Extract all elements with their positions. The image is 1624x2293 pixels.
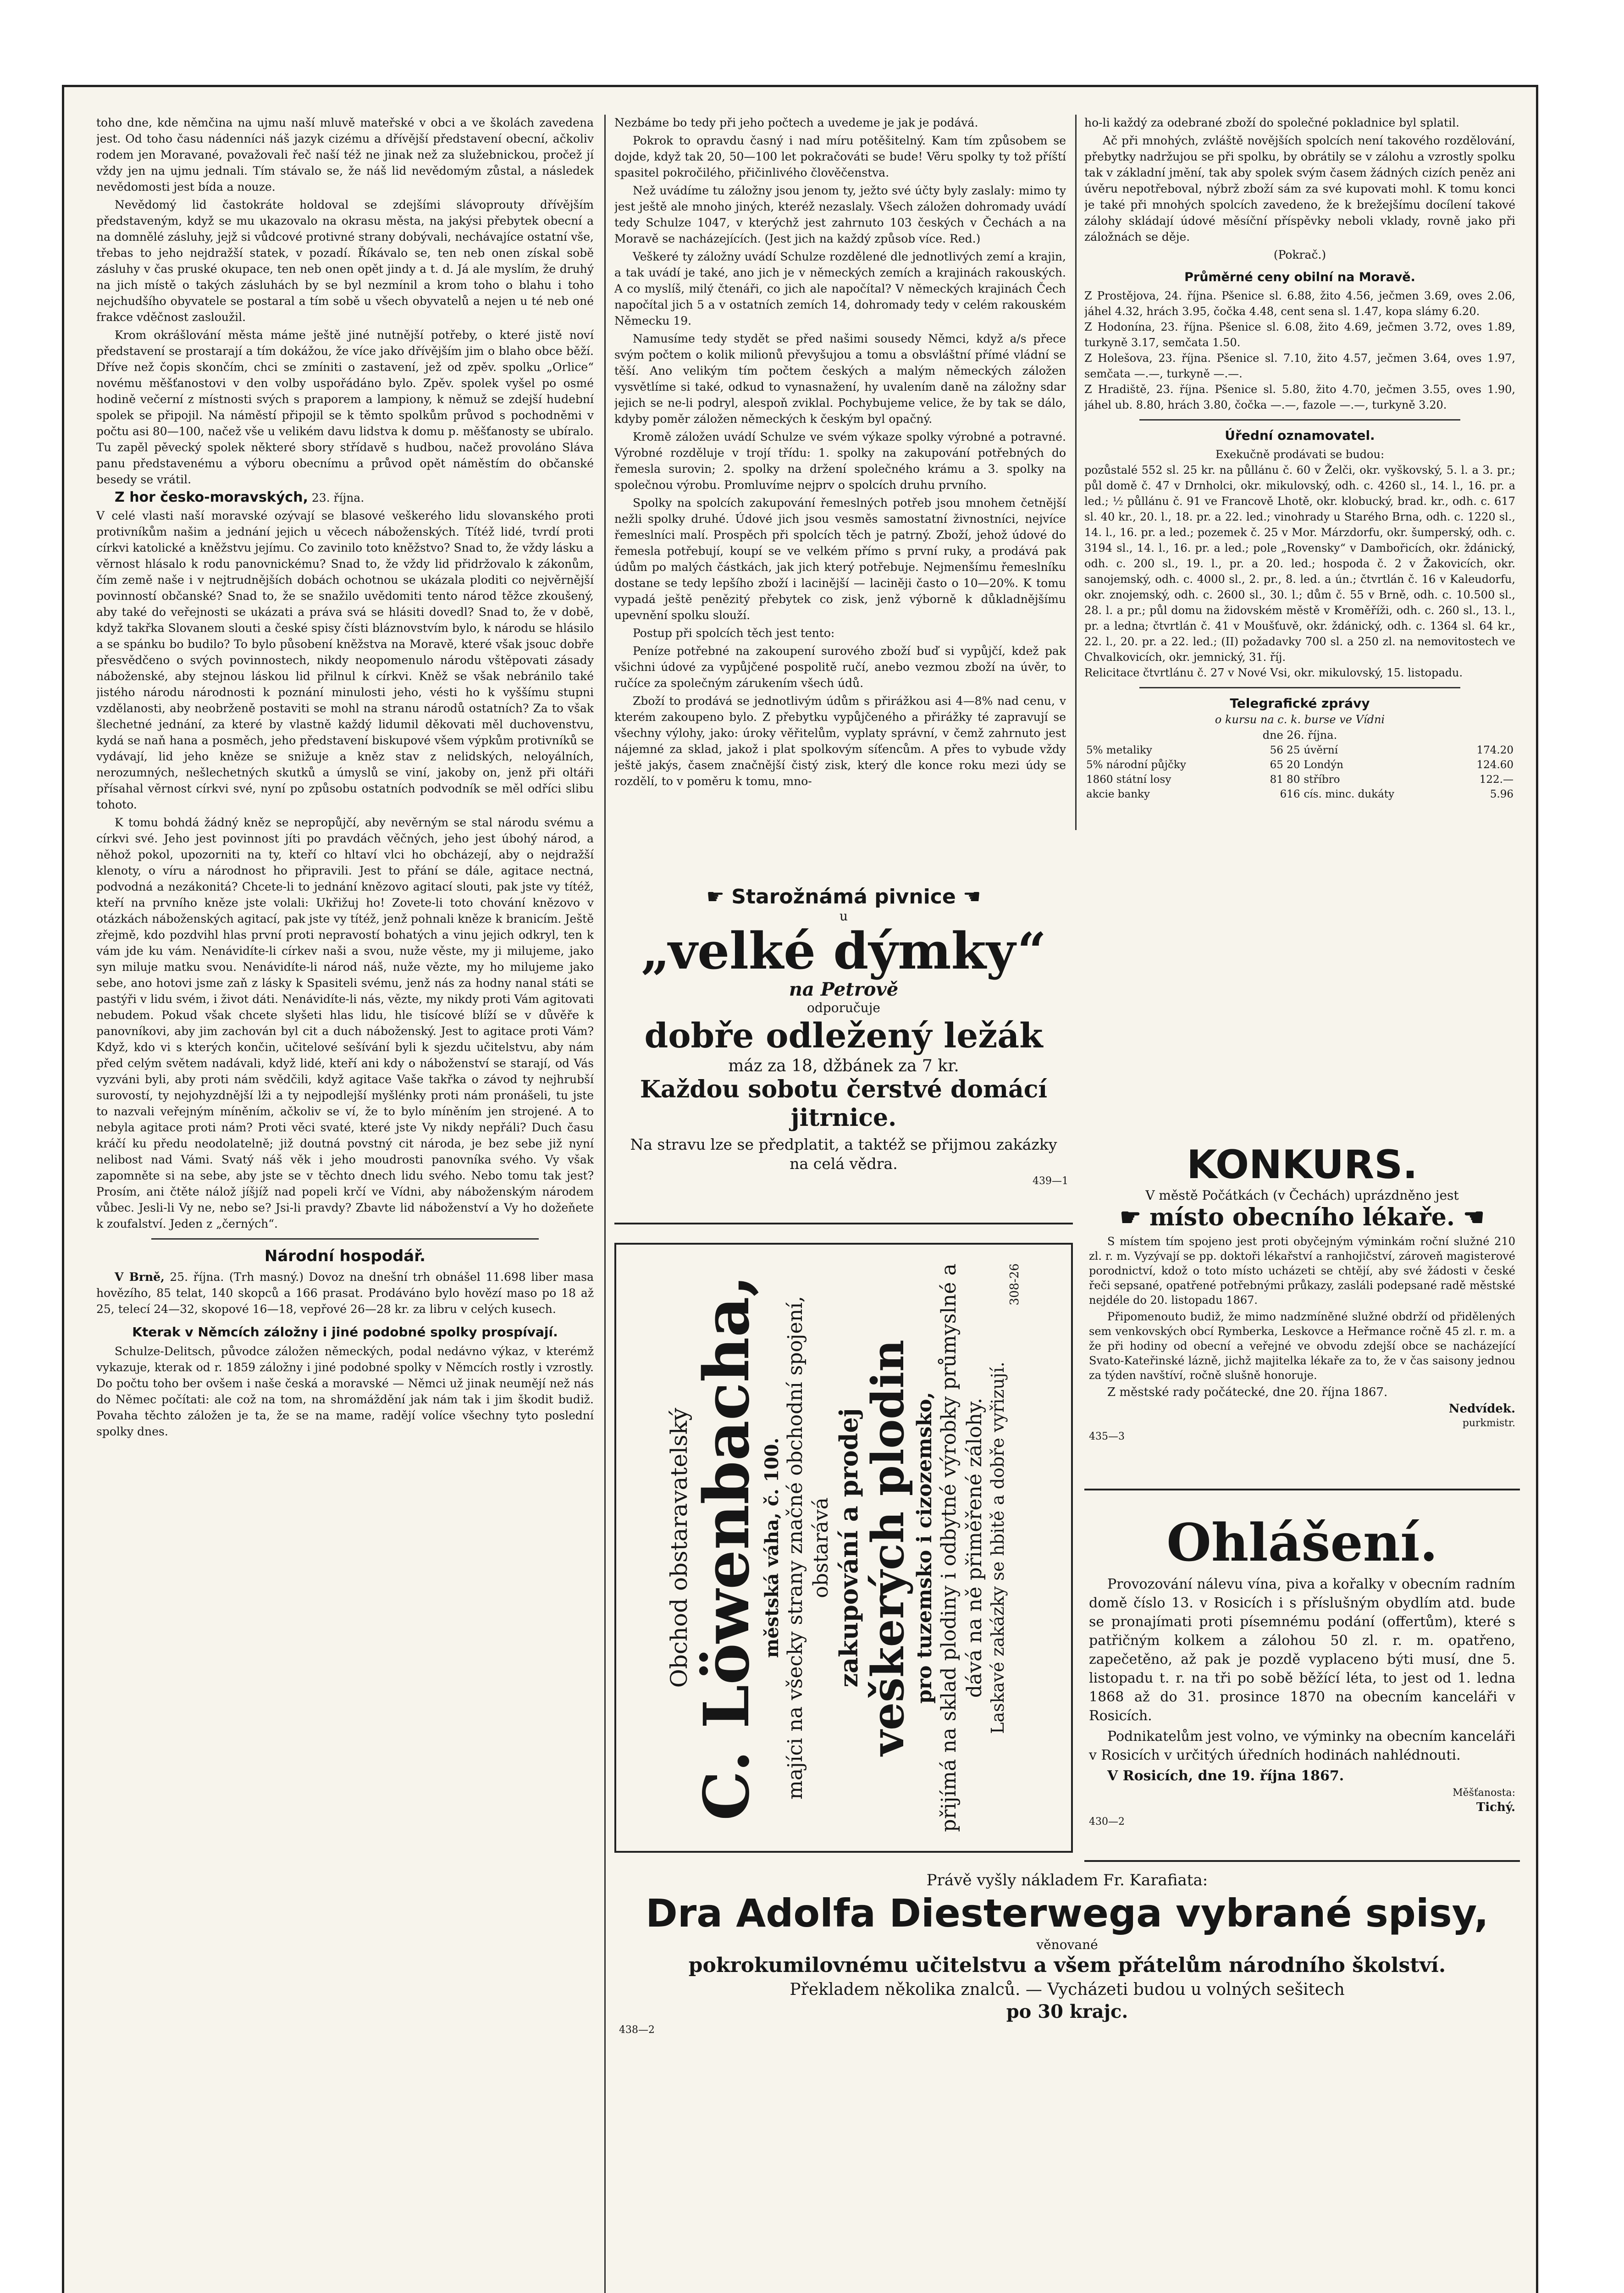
ad-reference: 439—1	[1033, 1175, 1068, 1187]
dateline-place: Z hor česko-moravských,	[115, 489, 308, 505]
ad-headline-text: místo obecního lékaře.	[1149, 1203, 1455, 1231]
article-paragraph: Schulze-Delitsch, původce záložen německých, podal nedávno výkaz, v kterémž vykazuje, kterak od r. 1859 záložny i jiné podobné spolky v Němcích rostly i vzrostly. Do počtu toho ber ovšem i naše česká a moravské — Němci už jinak neumějí než nás do Němec počítati: ale což na tom, na shromáždění jak nám tak i jim škodit budiž. Povaha těchto záložen je ta, že se na mame, radějí volíce všechny tyto poslední spolky dnes.	[96, 1345, 594, 1438]
pointing-hand-icon: ☛	[706, 885, 732, 908]
table-cell: úvěrní	[1304, 744, 1338, 756]
article-paragraph: Ač při mnohých, zvláště novějších spolcích není takového rozdělování, přebytky nadržujou se při spolku, by obrátily se v zálohu a vzrostly spolku tak v základní jmění, tak aby spolek svým časem žádných cizích peněz ani úvěru nepotřeboval, nýbrž zboží sám za své kupovati mohl. K tomu konci je také při mnohých spolcích zavedeno, že k brežejšímu docílení takové zálohy skládají údové měsíční příspěvky neboli vklady, rovně jako při záložnách se děje.	[1084, 134, 1515, 244]
ad-reference: 308-26	[1008, 1263, 1022, 1306]
table-cell: 65 20	[1270, 759, 1300, 771]
ad-header-text: Starožnámá pivnice	[731, 885, 956, 908]
article-paragraph: Pokrok to opravdu časný i nad míru potěšitelný. Kam tím způsobem se dojde, když tak 20, 50—100 let pokračováti se bude! Věru spolky ty tož příští spasitel pokročilého, přičinlivého člověčenstva.	[614, 134, 1066, 179]
article-paragraph: Spolky na spolcích zakupování řemeslných potřeb jsou mnohem četnější nežli spolky druhé. Údové jich jsou vesměs samostatní živnostníci, nejvíce řemeslníci malí. Prospěch při spolcích těch je patrný. Zboží, jehož údové do řemesla potřebují, koupí se ve velkém přímo s první ruky, a prodává pak údům po malých částkách, jak jich který potřebuje. Nejmenšímu řemeslníku dostane se tedy lepšího zboží i lacinější — laciněji často o 10—20%. K tomu vypadá ještě penězitý přebytek co zisk, jenž výborně k důkladnějšímu upevnění spolku slouží.	[614, 496, 1066, 622]
table-row	[1084, 772, 1515, 787]
ad-pub-velke-dymky	[614, 876, 1073, 1224]
column-rule	[604, 115, 606, 2293]
table-cell: 56 25	[1270, 744, 1300, 756]
ad-signature: Tichý.	[1476, 1800, 1515, 1814]
article-paragraph: Zboží to prodává se jednotlivým údům s přirážkou asi 4—8% nad cenu, v kterém zakoupeno bylo. Z přebytku vypůjčeného a přirážky té zapravují se všechny výlohy, jako: úroky věřitelům, vyplaty správní, v čemž zahrnuto jest nájemné za sklad, jakož i plat spolkovým síťencům. A přes to vybude vždy ještě jakýs, časem značnější čistý zisk, který dle konce roku mezi údy se rozdělí, to v poměru k tomu, mno-	[614, 694, 1066, 788]
dateline-date: 23. října.	[311, 491, 365, 504]
ad-ohlaseni	[1084, 1513, 1520, 1862]
ad-title: „velké dýmky“	[641, 921, 1047, 980]
ad-line: máz za 18, džbánek za 7 kr.	[728, 1057, 959, 1075]
column-rule	[1075, 115, 1077, 830]
dateline-place: V Brně,	[115, 1270, 165, 1284]
table-cell: 122.—	[1479, 774, 1514, 786]
ad-title: Dra Adolfa Diesterwega vybrané spisy,	[646, 1891, 1489, 1936]
article-paragraph: Namusíme tedy stydět se před našimi sousedy Němci, když a/s přece svým počtem o kolik milionů převyšujou a tomu a obsvláštní přímé vládní se těší. Ano velikým tím počtem českých a malým německých záložen vysvětlíme si také, odkud to vynasnažení, hy uvalením daně na záložny sdar jejich se ne-li podryl, alespoň zviklal. Pochybujeme velice, že by tak se dálo, kdyby poměr záložen německých k českým byl opačný.	[614, 332, 1066, 426]
market-report: 25. října. (Trh masný.) Dovoz na dnešní trh obnášel 11.698 liber masa hovězího, 85 telat, 140 skopců a 166 prasat. Prodáváno bylo hovězí maso po 18 až 25, telecí 24—32, skopové 16—18, vepřové 26—28 kr. za libru v celých kusech.	[96, 1270, 594, 1316]
pointing-hand-icon: ☛	[1120, 1203, 1150, 1231]
ad-line: přijímá na sklad plodiny i odbytné výrobky průmyslné a dává na ně přiměřené zálohy.	[937, 1263, 986, 1832]
exchange-rate-table	[1084, 743, 1515, 802]
table-cell: 5% metaliky	[1086, 744, 1152, 756]
table-cell: 1860 státní losy	[1086, 774, 1171, 786]
pointing-hand-icon: ☚	[1454, 1203, 1485, 1231]
table-cell: 5.96	[1490, 788, 1514, 800]
table-row	[1084, 787, 1515, 802]
ad-line: Laskavé zakázky se hbitě a dobře vyřizují.	[988, 1362, 1008, 1734]
continued-note: (Pokrač.)	[1273, 248, 1326, 261]
article-dateline	[96, 489, 594, 506]
ad-line: u	[839, 908, 848, 924]
article-paragraph: ho-li každý za odebrané zboží do společné pokladnice byl splatil.	[1084, 116, 1460, 129]
ad-line: Právě vyšly nákladem Fr. Karafiata:	[926, 1871, 1208, 1889]
section-date: dne 26. října.	[1262, 729, 1337, 742]
pointing-hand-icon: ☚	[956, 885, 981, 908]
table-cell: 81 80	[1270, 774, 1300, 786]
ad-body: V Rosicích, dne 19. října 1867.	[1107, 1768, 1344, 1784]
article-paragraph: Nezbáme bo tedy při jeho počtech a uvedeme je jak je podává.	[614, 116, 978, 129]
ad-line: V městě Počátkách (v Čechách) uprázdněno jest	[1145, 1188, 1459, 1203]
ad-header	[614, 885, 1073, 908]
table-row	[1084, 758, 1515, 772]
table-cell: 124.60	[1476, 759, 1514, 771]
ad-headline: po 30 krajc.	[1006, 2001, 1128, 2022]
ad-headline: dobře odležený ležák	[644, 1016, 1043, 1056]
table-cell: cís. minc. dukáty	[1304, 788, 1395, 800]
ad-headline: pokrokumilovnému učitelstvu a všem přátelům národního školství.	[688, 1954, 1446, 1977]
ad-line: městská váha, č. 100.	[761, 1437, 783, 1658]
grain-price-report: Z Hodonína, 23. října. Pšenice sl. 6.08, žito 4.69, ječmen 3.72, oves 1.89, turkyně 3.17, semčata 1.50.	[1084, 321, 1515, 349]
ad-line: pro tuzemsko i cizozemsko,	[913, 1392, 936, 1704]
ad-title: Ohlášení.	[1166, 1513, 1438, 1573]
ad-headline: veškerých plodin	[862, 1340, 914, 1756]
ad-diesterweg	[614, 1867, 1520, 2050]
rotated-ad-content	[637, 1263, 1050, 1832]
ad-body: Připomenouto budiž, že mimo nadzmíněné služné obdrží od přidělených sem venkovských obcí Rymberka, Leskovce a Heřmance ročně 45 zl. r. m. a že při hodiny od obecní a veřejné ve obvodu zdejší obce se nacházející Svato-Kateřinské lázně, jichž majitelka lékaře za to, že v čas saisony jednou za týden navštíví, ročně slušně honoruje.	[1089, 1310, 1515, 1382]
newspaper-page	[62, 85, 1538, 2293]
grain-price-report: Z Prostějova, 24. října. Pšenice sl. 6.88, žito 4.56, ječmen 3.69, oves 2.06, jáhel 4.32, hrách 3.95, čočka 4.48, cent sena sl. 1.47, kopa slámy 6.20.	[1084, 289, 1515, 318]
ad-headline	[1084, 1203, 1520, 1232]
ad-line: majíci na všecky strany značné obchodní spojení, obstarává	[784, 1296, 833, 1800]
ad-line: Překladem několika znalců. — Vycházeti budou u volných sešitech	[790, 1980, 1345, 1999]
column-right	[1084, 115, 1515, 816]
article-paragraph: Kromě záložen uvádí Schulze ve svém výkaze spolky výrobné a potravné. Výrobné rozděluje v trojí třídu: 1. spolky na zakupování potřebných do řemesla surovin; 2. spolky na držení společného krámu a 3. spolky na společnou výrobu. Promluvíme nejprv o spolcích druhu prvního.	[614, 430, 1066, 492]
section-heading: Národní hospodář.	[264, 1247, 426, 1265]
auction-list: Relicitace čtvrtlánu č. 27 v Nové Vsi, okr. mikulovský, 15. listopadu.	[1084, 666, 1463, 679]
section-heading: Telegrafické zprávy	[1230, 696, 1370, 711]
section-heading: Úřední oznamovatel.	[1225, 428, 1375, 443]
table-cell: akcie banky	[1086, 788, 1150, 800]
ad-headline: Každou sobotu čerstvé domácí jitrnice.	[640, 1075, 1048, 1132]
section-divider	[151, 1238, 539, 1240]
section-divider	[1139, 687, 1460, 688]
ad-lowenbach	[614, 1243, 1073, 1853]
ad-body: Z městské rady počátecké, dne 20. října 1867.	[1107, 1385, 1388, 1399]
grain-price-report: Z Hradiště, 23. října. Pšenice sl. 5.80, žito 4.70, ječmen 3.55, oves 1.90, jáhel ub. 8.80, hrách 3.80, čočka —.—, fazole —.—, turkyně 3.20.	[1084, 383, 1515, 411]
section-subheading: o kursu na c. k. burse ve Vídni	[1215, 713, 1385, 726]
ad-line: věnované	[1036, 1937, 1098, 1952]
table-row	[1084, 743, 1515, 758]
column-middle	[614, 115, 1066, 867]
table-cell: 174.20	[1476, 744, 1514, 756]
ad-signature: Nedvídek.	[1448, 1402, 1515, 1416]
table-cell: 616	[1280, 788, 1300, 800]
ad-reference: 438—2	[619, 2024, 655, 2036]
article-paragraph: Krom okrášlování města máme ještě jiné nutnější potřeby, o které jistě noví představení se prostarají a tím dokážou, že více jako dřívějším jim o blaho obce běží. Dříve než čopis skončím, chci se zmíniti o zastavení, jež od zpěv. spolku „Orlice“ novému měšťanostovi v den volby uspořádáno bylo. Zpěv. spolek vyšel po osmé hodině večerní z místnosti svých s praporem a lampiony, k němuž se zdejší hudební spolek se připojil. Na náměstí připojil se k těmto spolkům průvod s pochodněmi v počtu asi 80—100, načež vše u velikém davu lidstva k domu p. měšťanosty se ubíralo. Tu zapěl pěvecký spolek některé sbory střídavě s hudbou, načež provoláno Sláva panu představenému a výboru obecnímu a průvod opět náměstím do občanské besedy se vrátil.	[96, 328, 594, 486]
ad-signature-title: Měšťanosta:	[1453, 1787, 1515, 1799]
ad-body: Podnikatelům jest volno, ve výminky na obecním kanceláři v Rosicích v určitých úředních hodinách nahlédnouti.	[1089, 1728, 1516, 1763]
section-divider	[1139, 419, 1460, 421]
ad-body: S místem tím spojeno jest proti obyčejným výminkám roční služné 210 zl. r. m. Vyzývají se pp. doktoři lékařství a ranhojičství, zároveň magisterové porodnictví, kdož o toto místo ucházeti se chtějí, aby své žádosti v české řeči sepsané, opatřené potřebnými průkazy, zasláli podepsané radě městské nejdéle do 20. listopadu 1867.	[1089, 1235, 1515, 1307]
ad-title: C. Löwenbacha,	[690, 1275, 763, 1821]
article-paragraph: Postup při spolcích těch jest tento:	[633, 626, 835, 640]
ad-signature-title: purkmistr.	[1462, 1418, 1515, 1429]
table-cell: Londýn	[1304, 759, 1343, 771]
article-paragraph: K tomu bohdá žádný kněz se nepropůjčí, aby nevěrným se stal národu svému a církvi své. Jeho jest povinnost jíti po pravdách věčných, jeho jest úbohý národ, a něhož pokol, upozorniti na ty, kteří co hltaví vlci ho obcházejí, aby o nejdražší klenoty, o víru a národnost ho připravili. Jest to přání se dále, agitace nectná, podvodná a nezákonitá? Chcete-li to jednání knězovo agitací slouti, pak jste vy títéž, kteří na prvního kněze jste volali: Ukřižuj ho! Zovete-li toto chování knězovo v otázkách náboženských agitací, pak jste vy títéž, jenž pohnali kněze k branicím. Ještě zřejmě, kdo pozdvihl hlas první proti nepravostí bohatých a vinu jejich odkryl, ten k vám jde ku vám. Nenávidíte-li církev naši a svou, nuže věste, my ji milujeme, jako syn miluje matku svou. Nenávidíte-li národ náš, nuže vězte, my ho milujeme jako sebe, ano hotovi jsme zaň z lásky k Spasiteli svému, jenž nás za hodny nanal státi se pastýři v lidu svém, i život dáti. Nenávidíte-li nás, vězte, my nikdy proti Vám agitovati nebudem. Pokud však chcete slyšeti hlas lidu, hle tisícové blíží se v důvěře k panovníkovi, aby jim zachován byl cit a duch náboženský. Jest to agitace proti Vám? Když, kdo vi s kterých končin, učitelové sešívání byli k sjezdu učitelstvu, aby nám před celým světem nadávali, když lidé, kteří ani kdy o náboženství se starají, od Vás vyzváni byli, aby proti nám svědčili, když agitace Vaše takřka o závod ty nejhrubší surovostí, ty nejohyzdnější lži a ty nejpodlejší myšlénky proti nám pronášeli, tu jste to nazvali veřejným míněním, ačkoliv se ví, že to bylo míněním jen strojené. A to nebyla agitace proti nám? Proti věci svaté, které jste Vy nikdy nepřáli? Duch času kráčí ku předu neodolatelně; již doutná povstný cit národa, je bez sebe již nyní nelibost nad Vámi. Svatý náš věk i jeho moudrosti panovníka svého. Vy však zapomněte si na sebe, aby jste se v těchto dnech lidu svého. Nebo tomu tak jest? Prosím, ani čtěte nálož jíšjíž nad popeli krčí ve Vídni, aby náboženským národem vůbec. Jesli-li Vy ne, nebo se? Jsi-li pravdy? Zbavte lid náboženství a Vy ho dožeňete k zoufalství. Jeden z „černých“.	[96, 816, 594, 1230]
ad-title: KONKURS.	[1187, 1142, 1418, 1188]
auction-list: pozůstalé 552 sl. 25 kr. na půllánu č. 60 v Želči, okr. vyškovský, 5. l. a 3. pr.; půl domě č. 47 v Drnholci, okr. mikulovský, odh. c. 4260 sl., 14. l., 16. pr. a led.; ½ půllánu č. 91 ve Francově Lhotě, okr. klobucký, brad. kr., odh. c. 617 sl. 40 kr., 20. l., 18. pr. a 22. led.; vinohrady u Starého Brna, odh. c. 1220 sl., 14. l., 16. pr. a led.; pozemek č. 25 v Mor. Márzdorfu, okr. šumperský, odh. c. 3194 sl., 14. l., 16. pr. a led.; pole „Rovensky“ v Dambořicích, okr. ždánický, odh. c. 200 sl., 19. l., pr. a 20. led.; hospoda č. 2 v Žakovicích, okr. sanojemský, odh. c. 4000 sl., 2. pr., 8. led. a ún.; čtvrtlán č. 16 v Kaleudorfu, okr. znojemský, odh. c. 2600 sl., 30. l.; dům č. 55 v Brně, odh. c. 10.500 sl., 28. l. a pr.; půl domu na židovském městě v Kroměříži, odh. c. 260 sl., 13. l., pr. a ledna; čtvrtlán č. 41 v Moušťuvě, okr. ždánický, odh. c. 1364 sl. 64 kr., 22. l., 20. pr. a 22. led.; (II) požadavky 700 sl. a 250 zl. na nemovitostech ve Chvalkovicích, okr. jemnický, 31. říj.	[1084, 464, 1515, 664]
table-cell: stříbro	[1304, 774, 1340, 786]
ad-line: odporučuje	[807, 1000, 880, 1015]
article-paragraph: Veškeré ty záložny uvádí Schulze rozdělené dle jednotlivých zemí a krajin, a tak uvádí je také, ano jich je v německých zemích a krajinách rakouských. A co myslíš, milý čtenáři, co jich ale napočítal? V německých krajinách Čech napočítal jich 5 a v ostatních zemích 14, dohromady tedy v celém rakouském Německu 19.	[614, 250, 1066, 327]
ad-line: Na stravu lze se předplatit, a taktéž se přijmou zakázky na celá vědra.	[630, 1135, 1057, 1173]
notice-intro: Exekučně prodávati se budou:	[1215, 448, 1385, 461]
ad-konkurs	[1084, 1142, 1520, 1490]
ad-headline: zakupování a prodej	[834, 1408, 863, 1688]
ad-reference: 435—3	[1089, 1431, 1125, 1442]
article-paragraph: Než uvádíme tu záložny jsou jenom ty, ježto své účty byly zaslaly: mimo ty jest ještě ale mnoho jiných, kteréž nezaslaly. Všech záložen dohromady uvádí tedy Schulze 1047, v kterýchž jest zahrnuto 103 českých v Čechách a na Moravě se nacházejících. (Jest jich na každý způsob více. Red.)	[614, 184, 1066, 245]
article-paragraph: V celé vlasti naší moravské ozývají se blasové veškerého lidu slovanského proti protivníkům našim a jednání jejich u věcech náboženských. Títéž lidé, tvrdí proti církvi katolické a kněžstvu jejímu. Co zavinilo toto kněžstvo? Snad to, že vždy lásku a věrnost hlásalo k rodu panovnickému? Snad to, že vždy lid přidržovalo k zákonům, čím země naše i v nejtrudnějších dobách ochotnou se ukázala ploditi co nejvěrnější povinností občanské? Snad to, že se snažilo uvědomiti tento národ těžce zkoušený, aby také do veřejnosti se ukázati a práva svá se hlásiti dovedl? Snad to, že v době, když takřka Slovanem slouti a české spisy čísti bláznovstvím bylo, k národu se hlásilo a se spánku bo budilo? To bylo působení kněžstva na Moravě, které však jsouc dobře přesvědčeno o svých povinnostech, nikdy neopomenulo národu vštěpovati zásady náboženské, aby stejnou láskou lid přilnul k církvi. Kněž se však nebránilo také jistého národu národnosti k poznání minulosti jeho, vésti ho k vyššímu stupni vzdělanosti, aby neobrženě postaviti se mohl na stranu národů ostatních? Za to však šlechetné jednání, za které by vlastně každý lidumil děkovati měl duchovenstvu, kydá se naň hana a posměch, jeho představení biskupové všem výpkům protivníků se vydávají, lid jeho kněze se snižuje a kněz stav z nelidských, neloyálních, nerozumných, nešlechetných skutků a úmyslů se viní, jakoby on, jenž při oltáři přísahal věrnost církvi své, nyní po způsobu ostatních podvodník se měl odříci slibu tohoto.	[96, 509, 594, 811]
ad-reference: 430—2	[1089, 1816, 1125, 1828]
ad-body: Provozování nálevu vína, piva a kořalky v obecním radním domě číslo 13. v Rosicích i s příslušným obydlím atd. bude se pronajímati proti písemnému podání (offertům), které s patřičným kolkem a zálohou 50 zl. r. m. opatřeno, zapečetěno, až pak je pozdě vyplaceno býti musí, dne 5. listopadu t. r. na tři po sobě běžící léta, to jest od 1. ledna 1868 až do 31. prosince 1870 na obecním kanceláři v Rosicích.	[1089, 1576, 1515, 1724]
column-left	[96, 115, 594, 2293]
section-heading: Kterak v Němcích záložny i jiné podobné spolky prospívají.	[132, 1324, 558, 1340]
section-heading: Průměrné ceny obilní na Moravě.	[1184, 270, 1415, 284]
ad-line: Obchod obstaravatelský	[666, 1407, 692, 1688]
article-paragraph: toho dne, kde němčina na ujmu naší mluvě mateřské v obci a ve školách zavedena jest. Od toho času nádenníci náš jazyk cizému a dřívější představení obecní, ačkoliv rodem jen Moravané, považovali řeč naší též ne jinak než za služebnickou, pročež jí vždy jen na ujmu jednali. Tím stávalo se, že náš lid nevědomým zůstal, a následek nevědomosti jest bída a nouze.	[96, 116, 594, 194]
article-paragraph: Peníze potřebné na zakoupení surového zboží buď si vypůjčí, kdež pak všichni údové za vypůjčené pospolitě ručí, anebo vezmou zboží na úvěr, to ručíce za společným zárukením všech údů.	[614, 644, 1066, 690]
article-paragraph	[96, 1269, 594, 1317]
article-paragraph: Nevědomý lid častokráte holdoval se zdejšími slávoprouty dřívějším představeným, když se mu ukazovalo na okrasu města, na jakýsi přebytek obecní a na domnělé zásluhy, jejž si vůdcové protivné strany dobývali, nechávajíce ostatní vše, třebas to jeho nejdražší statek, v pozadí. Říkávalo se, ten neb onen získal sobě zásluhy v čas pruské okupace, ten neb onen opět jindy a t. d. Já ale myslím, že druhý na jich místě o takých zásluhách by se byl nezmínil a krom toho o blahu i toho nejchudšího obyvatele se postaral a tím sobě u všech obyvatelů a nejen u té neb oné frakce vděčnost zasloužil.	[96, 198, 594, 324]
ad-line: na Petrově	[789, 979, 899, 1000]
grain-price-report: Z Holešova, 23. října. Pšenice sl. 7.10, žito 4.57, ječmen 3.64, oves 1.97, semčata —.—, turkyně —.—.	[1084, 352, 1515, 380]
table-cell: 5% národní půjčky	[1086, 759, 1186, 771]
